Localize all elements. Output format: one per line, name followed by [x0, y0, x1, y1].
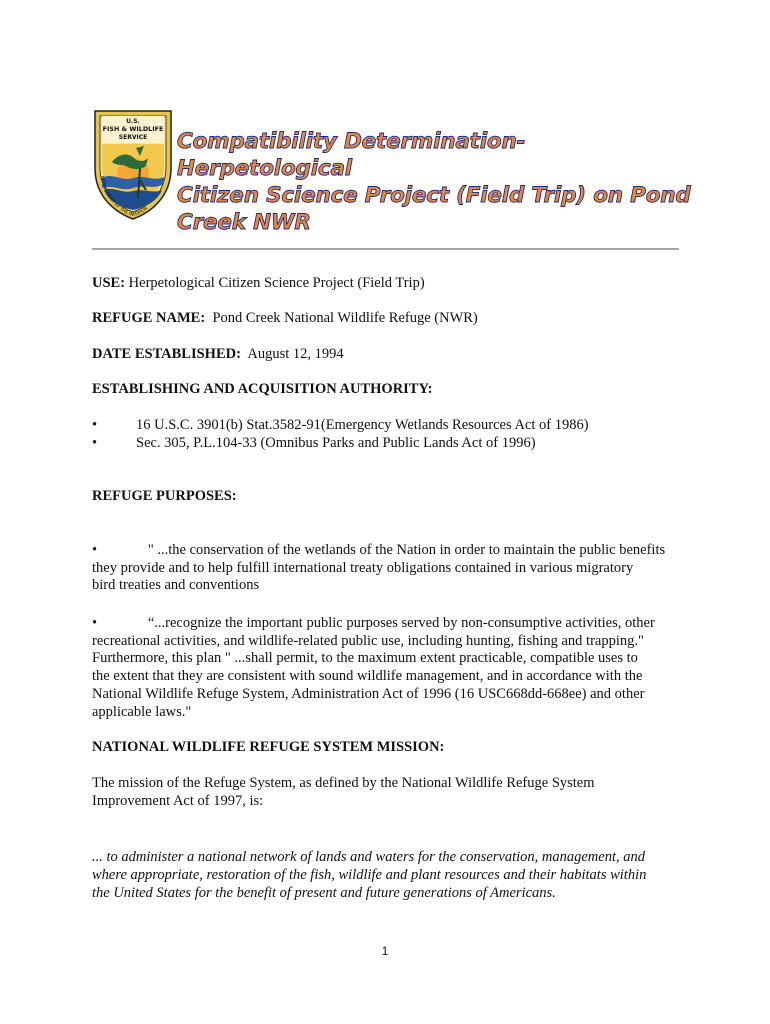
use-line [92, 275, 425, 293]
use-value: Herpetological Citizen Science Project (Field Trip) [125, 275, 425, 291]
mission-quote [92, 849, 646, 902]
refuge-name-value: Pond Creek National Wildlife Refuge (NWR) [205, 310, 478, 326]
mission-intro [92, 775, 595, 811]
purpose-1-line-2: they provide and to help fulfill international treaty obligations contained in various migratory [92, 559, 634, 576]
mission-intro-line-2: Improvement Act of 1997, is: [92, 792, 264, 809]
purpose-1-line-3: bird treaties and conventions [92, 577, 260, 594]
purposes-heading: REFUGE PURPOSES: [92, 488, 237, 504]
authority-heading: ESTABLISHING AND ACQUISITION AUTHORITY: [92, 381, 433, 397]
date-established-value: August 12, 1994 [240, 346, 344, 362]
document-title [177, 128, 697, 236]
usfws-logo [92, 108, 174, 222]
purpose-2-line-3: Furthermore, this plan " ...shall permit, to the maximum extent practicable, compatible uses to [92, 650, 638, 667]
logo-text-service: SERVICE [118, 134, 148, 141]
authority-item-1-text: 16 U.S.C. 3901(b) Stat.3582-91(Emergency Wetlands Resources Act of 1986) [136, 417, 589, 433]
purpose-2-line-4: the extent that they are consistent with sound wildlife management, and in accordance with the [92, 668, 643, 685]
title-line-1: Compatibility Determination- Herpetological [177, 129, 526, 181]
refuge-name-line [92, 310, 478, 328]
authority-item-2: • Sec. 305, P.L.104-33 (Omnibus Parks and Public Lands Act of 1996) [92, 435, 536, 451]
purpose-2-line-6: applicable laws." [92, 703, 192, 720]
purpose-2-line-2: recreational activities, and wildlife-related public use, including hunting, fishing and trapping." [92, 632, 644, 649]
use-label: USE: [92, 275, 126, 291]
logo-text-doi: DEPARTMENT OF THE INTERIOR [98, 175, 149, 219]
refuge-name-label: REFUGE NAME: [92, 310, 206, 326]
purpose-1-line-1: • " ...the conservation of the wetlands of the Nation in order to maintain the public benefits [92, 541, 666, 558]
purpose-2-line-1: • “...recognize the important public purposes served by non-consumptive activities, other [92, 614, 655, 631]
purpose-2 [92, 597, 655, 739]
mission-intro-line-1: The mission of the Refuge System, as defined by the National Wildlife Refuge System [92, 775, 595, 791]
header-divider [92, 248, 679, 250]
authority-item-2-text: Sec. 305, P.L.104-33 (Omnibus Parks and Public Lands Act of 1996) [136, 435, 536, 451]
mission-quote-line-1: ... to administer a national network of lands and waters for the conservation, management, and [92, 849, 645, 865]
date-established-line [92, 346, 344, 364]
mission-heading: NATIONAL WILDLIFE REFUGE SYSTEM MISSION: [92, 739, 445, 755]
date-established-label: DATE ESTABLISHED: [92, 346, 241, 362]
mission-quote-line-2: where appropriate, restoration of the fish, wildlife and plant resources and their habitats within [92, 866, 647, 883]
title-line-2: Citizen Science Project (Field Trip) on Pond [177, 183, 691, 208]
mission-quote-line-3: the United States for the benefit of present and future generations of Americans. [92, 884, 556, 901]
logo-text-us: U.S. [126, 118, 140, 125]
purpose-2-line-5: National Wildlife Refuge System, Administration Act of 1996 (16 USC668dd-668ee) and other [92, 685, 645, 702]
logo-text-fws: FISH & WILDLIFE [102, 125, 164, 133]
authority-item-1: • 16 U.S.C. 3901(b) Stat.3582-91(Emergency Wetlands Resources Act of 1986) [92, 417, 589, 433]
page-number: 1 [381, 944, 389, 958]
title-line-3: Creek NWR [177, 210, 311, 235]
